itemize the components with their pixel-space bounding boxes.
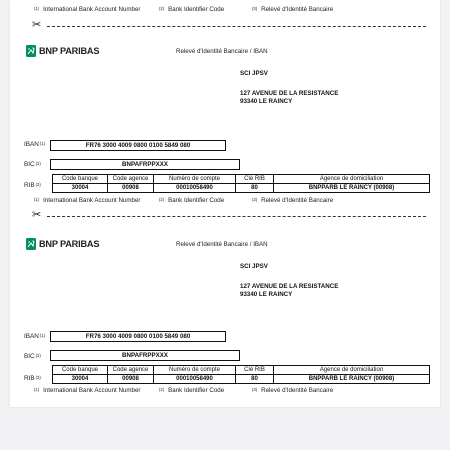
value-numero-compte: 00010058490 (154, 375, 236, 384)
header-code-banque: Code banque (53, 175, 108, 184)
cut-line-2 (32, 211, 426, 221)
rib-table-header-row (53, 175, 430, 184)
rib-block-2: BNP PARIBAS Relevé d'Identité Bancaire / IBAN SCI JPSV 127 AVENUE DE LA RESISTANCE 93340 LE RAINCY IBAN$^{(1)}$ FR76 3000 4009 0800 0100 5849 080 BIC$^{(2)}$ BNPAFRPPXXX RIB$^{(3)}$ Code banque Code agence Numéro de compte Clé RIB Agence de domiciliation 30004 00908 00010058490 80 BNPPARB LE RAINCY (00908) $^{(1)}$ International Bank Account Number $^{(2)}$ Bank Identifier Code $^{(3)}$ Relevé d'Identité Bancaire (10, 237, 440, 415)
header-numero-compte: Numéro de compte (154, 366, 236, 375)
bic-value: BNPAFRPPXXX (50, 159, 240, 170)
account-holder: SCI JPSV (240, 70, 268, 77)
address-line-1: 127 AVENUE DE LA RESISTANCE (240, 283, 339, 290)
rib-table (52, 365, 430, 384)
document-title: Relevé d'Identité Bancaire / IBAN (176, 241, 268, 248)
bic-value: BNPAFRPPXXX (50, 350, 240, 361)
rib-table-value-row (53, 375, 430, 384)
iban-value: FR76 3000 4009 0800 0100 5849 080 (50, 331, 226, 342)
bank-logo (26, 237, 99, 251)
value-cle-rib: 80 (236, 184, 274, 193)
bank-name: BNP PARIBAS (39, 46, 100, 56)
scissors-icon: ✂ (32, 19, 42, 31)
rib-label: RIB$^{(3)}$ (24, 182, 41, 189)
iban-value: FR76 3000 4009 0800 0100 5849 080 (50, 140, 226, 151)
address-line-1: 127 AVENUE DE LA RESISTANCE (240, 90, 339, 97)
value-cle-rib: 80 (236, 375, 274, 384)
header-agence-domiciliation: Agence de domiciliation (274, 175, 430, 184)
header-cle-rib: Clé RIB (236, 175, 274, 184)
value-numero-compte: 00010058490 (154, 184, 236, 193)
header-cle-rib: Clé RIB (236, 366, 274, 375)
rib-table-value-row (53, 184, 430, 193)
address-line-2: 93340 LE RAINCY (240, 98, 293, 105)
bnp-paribas-star-logo-icon (26, 45, 36, 57)
value-agence-domiciliation: BNPPARB LE RAINCY (00908) (274, 375, 430, 384)
account-holder: SCI JPSV (240, 263, 268, 270)
value-agence-domiciliation: BNPPARB LE RAINCY (00908) (274, 184, 430, 193)
value-code-agence: 00908 (108, 375, 154, 384)
value-code-agence: 00908 (108, 184, 154, 193)
rib-label: RIB$^{(3)}$ (24, 375, 41, 382)
rib-table-header-row (53, 366, 430, 375)
bank-logo (26, 44, 99, 58)
document-title: Relevé d'Identité Bancaire / IBAN (176, 48, 268, 55)
rib-document-page: $^{(1)}$ International Bank Account Number $^{(2)}$ Bank Identifier Code $^{(3)}$ Relevé d'Identité Bancaire ✂ BNP PARIBAS Relevé d'Identité Bancaire / IBAN SCI JPSV 127 AVENUE DE LA RESISTANCE 93340 LE RAINCY IBAN$^{(1)}$ FR76 3000 4009 0800 0100 5849 080 BIC$^{(2)}$ BNPAFRPPXXX RIB$^{(3)}$ Code banque Code agence Numéro de compte Clé RIB Agence de domiciliation 30004 00908 00010058490 80 BNPPARB LE RAINCY (00908) $^{(1)}$ International Bank Account Number $^{(2)}$ Bank Identifier Code $^{(3)}$ Relevé d'Identité Bancaire ✂ BNP PARIBAS Relevé d'Identité Bancaire / IBAN SCI JPSV 127 AVENUE DE LA RESISTANCE 93340 LE RAINCY IBAN$^{(1)}$ FR76 3000 4009 0800 0100 5849 080 BIC$^{(2)}$ BNPAFRPPXXX RIB$^{(3)}$ Code banque Code agence Numéro de compte Clé RIB Agence de domiciliation 30004 00908 00010058490 80 BNPPARB LE RAINCY (00908) $^{(1)}$ International Bank Account Number $^{(2)}$ Bank Identifier Code $^{(3)}$ Relevé d'Identité Bancaire (10, 0, 440, 407)
bank-name: BNP PARIBAS (39, 239, 100, 249)
rib-block-1: BNP PARIBAS Relevé d'Identité Bancaire / IBAN SCI JPSV 127 AVENUE DE LA RESISTANCE 93340 LE RAINCY IBAN$^{(1)}$ FR76 3000 4009 0800 0100 5849 080 BIC$^{(2)}$ BNPAFRPPXXX RIB$^{(3)}$ Code banque Code agence Numéro de compte Clé RIB Agence de domiciliation 30004 00908 00010058490 80 BNPPARB LE RAINCY (00908) $^{(1)}$ International Bank Account Number $^{(2)}$ Bank Identifier Code $^{(3)}$ Relevé d'Identité Bancaire (10, 44, 440, 222)
header-numero-compte: Numéro de compte (154, 175, 236, 184)
header-code-banque: Code banque (53, 366, 108, 375)
scissors-icon: ✂ (32, 209, 42, 221)
bic-label: BIC$^{(2)}$ (24, 161, 41, 168)
address-line-2: 93340 LE RAINCY (240, 291, 293, 298)
cut-line-1 (32, 21, 426, 31)
iban-label: IBAN$^{(1)}$ (24, 333, 46, 340)
header-code-agence: Code agence (108, 366, 154, 375)
rib-table (52, 174, 430, 193)
value-code-banque: 30004 (53, 375, 108, 384)
header-code-agence: Code agence (108, 175, 154, 184)
iban-label: IBAN$^{(1)}$ (24, 141, 46, 148)
header-agence-domiciliation: Agence de domiciliation (274, 366, 430, 375)
bic-label: BIC$^{(2)}$ (24, 353, 41, 360)
value-code-banque: 30004 (53, 184, 108, 193)
bnp-paribas-star-logo-icon (26, 238, 36, 250)
